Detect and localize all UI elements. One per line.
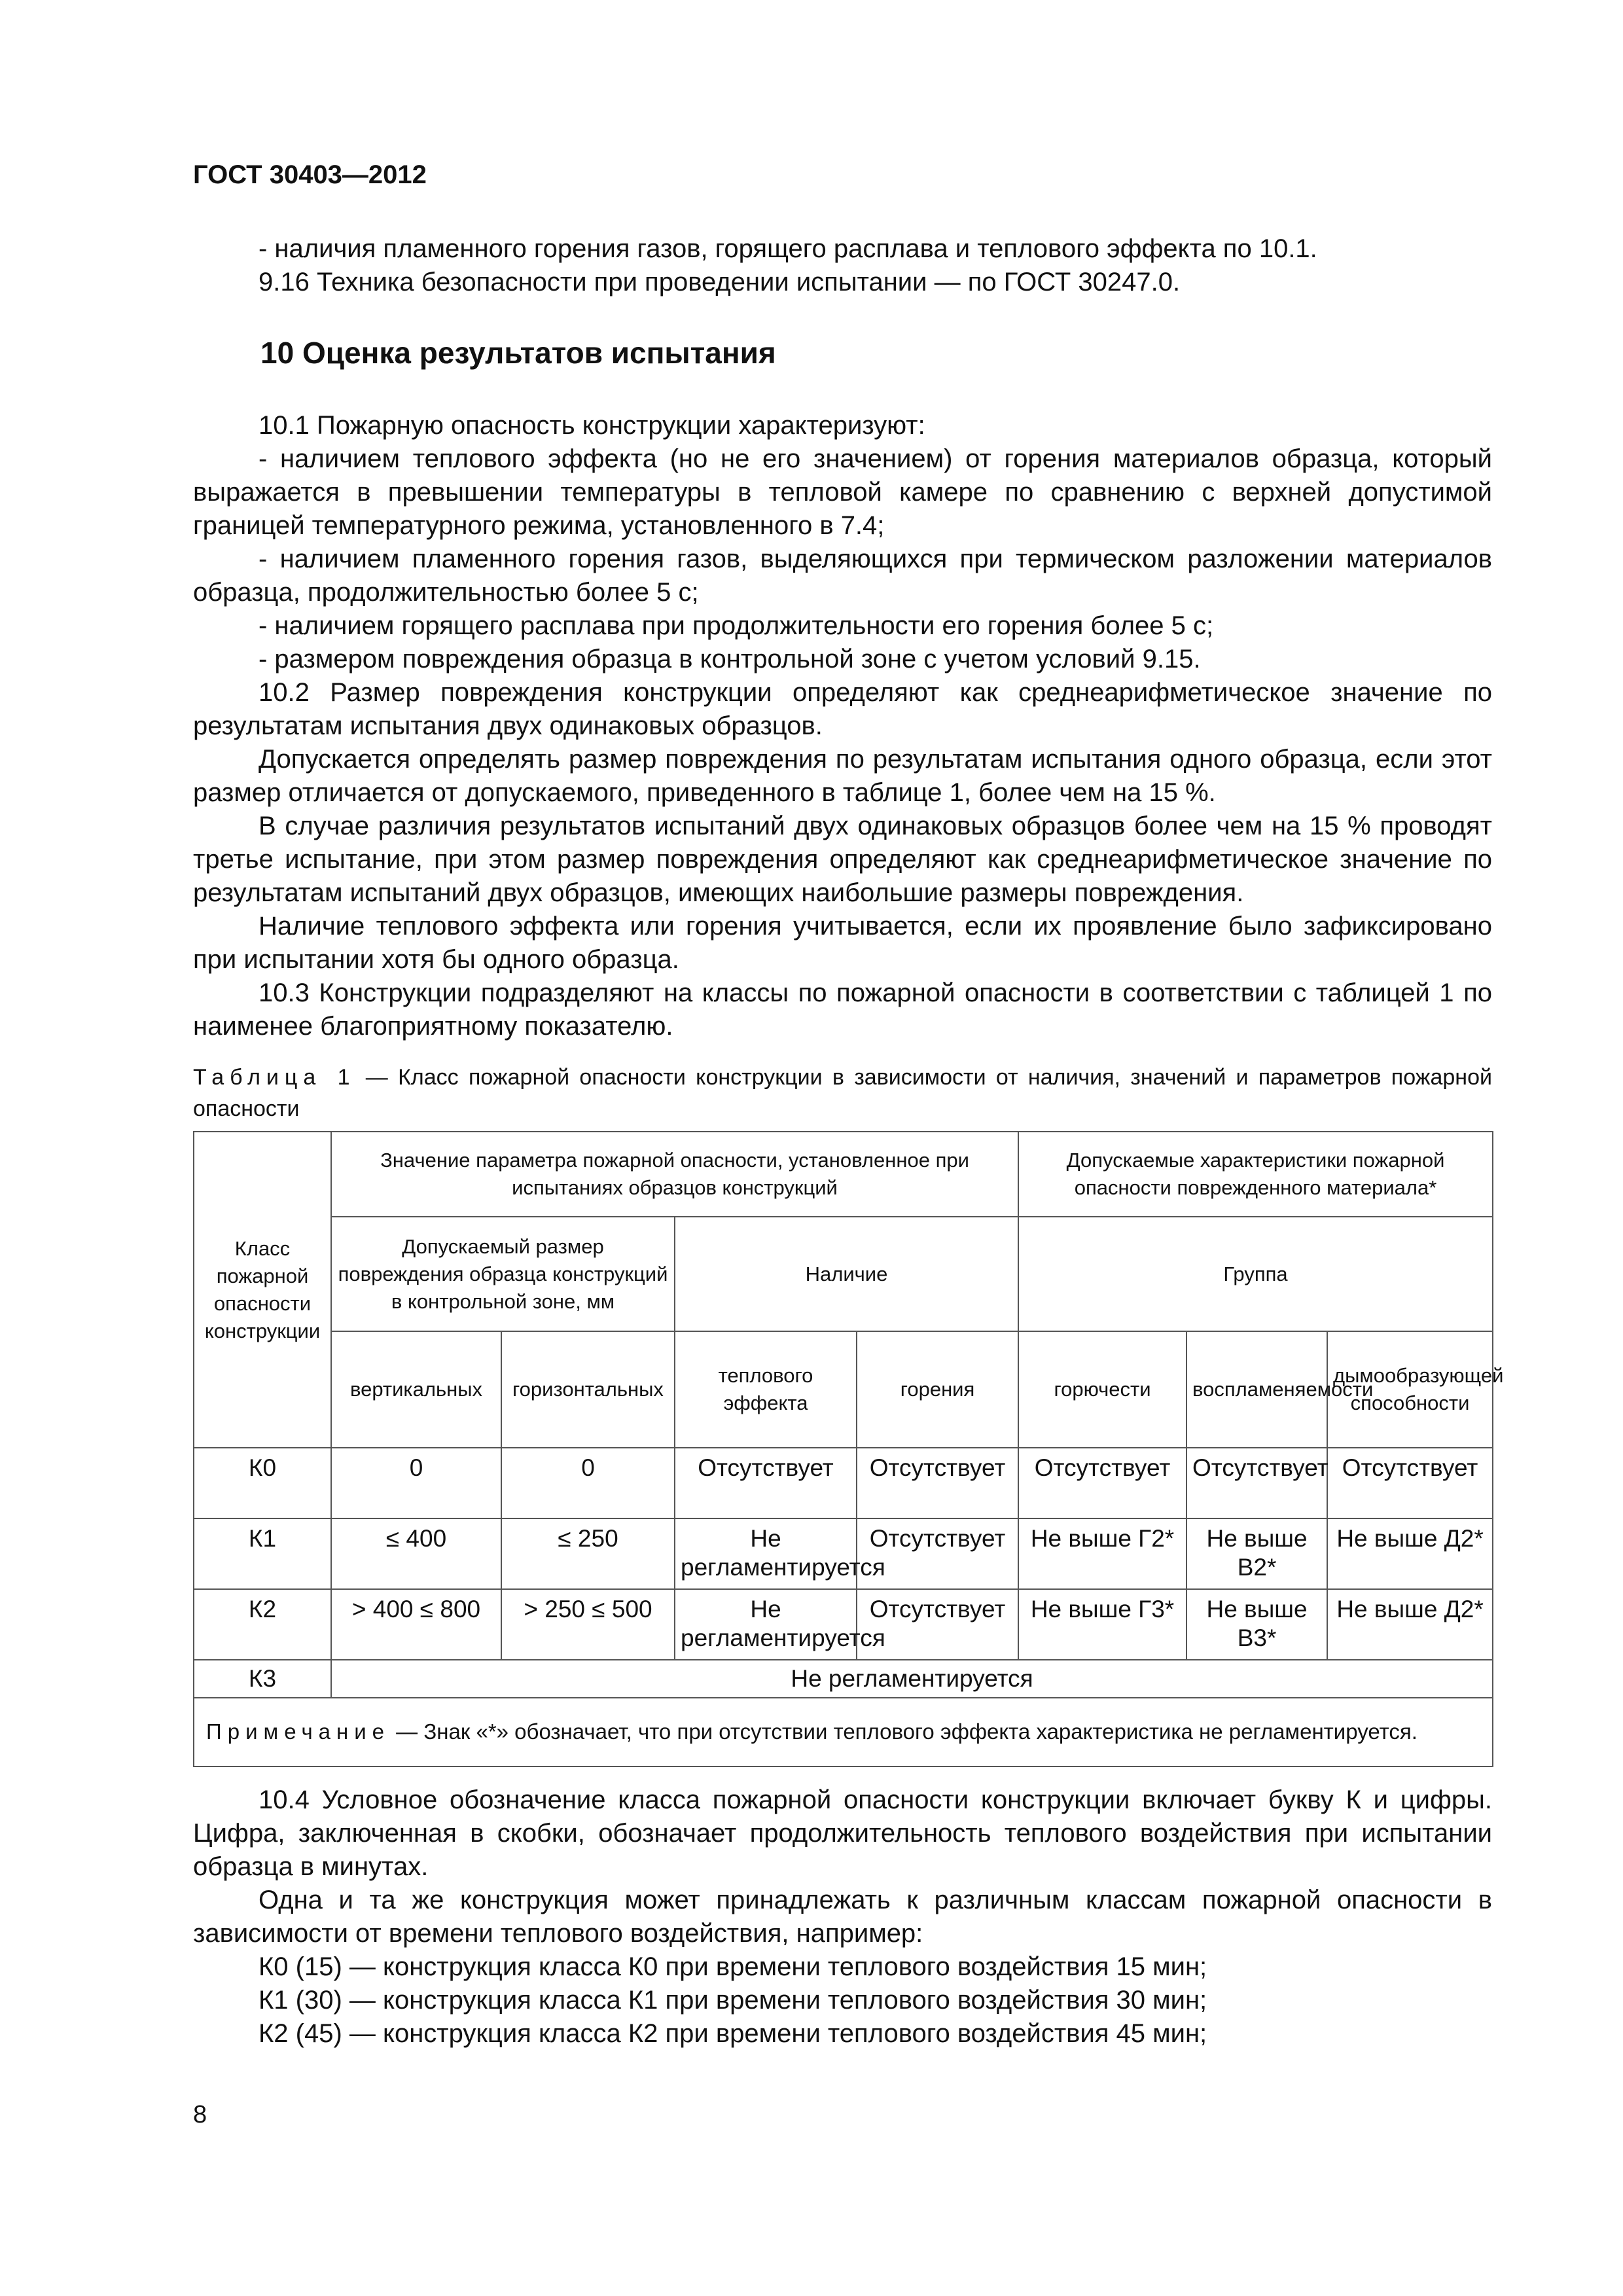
fire-hazard-table [193,1131,1504,1767]
cell-class: К2 [194,1589,331,1660]
paragraph: В случае различия результатов испытаний двух одинаковых образцов более чем на 15 % проводят третье испытание, при этом размер повреждения определяют как среднеарифметическое значение по результатам испытаний двух образцов, имеющих наибольшие размеры повреждения. [193,812,1492,907]
paragraph: 10.3 Конструкции подразделяют на классы по пожарной опасности в соответствии с таблицей 1 по наименее благоприятному показателю. [193,978,1492,1041]
cell-k3-merged: Не регламентируется [331,1660,1493,1698]
header-smoke: дымообразующей способности [1327,1331,1493,1448]
paragraph: 10.1 Пожарную опасность конструкции характеризуют: [259,411,925,440]
section-title: 10 Оценка результатов испытания [260,336,776,370]
header-horizontal: горизонтальных [501,1331,675,1448]
header-thermal-effect: теплового эффекта [675,1331,857,1448]
paragraph: - наличием теплового эффекта (но не его значением) от горения материалов образца, который выражается в превышении температуры в тепловой камере по сравнению с верхней допустимой границей температурного режима, установленного в 7.4; [193,444,1492,540]
cell-smoke: Не выше Д2* [1327,1589,1493,1660]
cell-flammability: Отсутствует [1186,1448,1327,1518]
cell-flammability: Не выше В3* [1186,1589,1327,1660]
header-vertical: вертикальных [331,1331,501,1448]
table-row [194,1518,1493,1589]
paragraph: - размером повреждения образца в контрольной зоне с учетом условий 9.15. [259,645,1201,673]
table-row [194,1660,1493,1698]
header-flammability: воспламеняемости [1186,1331,1327,1448]
section-body [193,409,1492,1043]
intro-text [193,232,1492,299]
header-combustibility: горючести [1018,1331,1186,1448]
paragraph: К0 (15) — конструкция класса К0 при времени теплового воздействия 15 мин; [259,1952,1207,1981]
cell-class: К3 [194,1660,331,1698]
cell-thermal: Отсутствует [675,1448,857,1518]
page-number: 8 [193,2101,207,2128]
paragraph: - наличия пламенного горения газов, горящего расплава и теплового эффекта по 10.1. [259,234,1317,263]
note-text: — Знак «*» обозначает, что при отсутствии теплового эффекта характеристика не регламентируется. [390,1719,1418,1744]
header-group: Группа [1018,1217,1493,1331]
paragraph: Допускается определять размер повреждения по результатам испытания одного образца, если этот размер отличается от допускаемого, приведенного в таблице 1, более чем на 15 %. [193,745,1492,807]
cell-class: К0 [194,1448,331,1518]
cell-combustibility: Не выше Г2* [1018,1518,1186,1589]
cell-burning: Отсутствует [857,1448,1018,1518]
closing-text [193,1784,1492,2051]
cell-class: К1 [194,1518,331,1589]
cell-burning: Отсутствует [857,1518,1018,1589]
cell-smoke: Отсутствует [1327,1448,1493,1518]
header-class: Класс пожарной опасности конструкции [194,1132,331,1448]
header-material-group: Допускаемые характеристики пожарной опасности поврежденного материала* [1018,1132,1493,1217]
cell-smoke: Не выше Д2* [1327,1518,1493,1589]
table-caption-text: — Класс пожарной опасности конструкции в зависимости от наличия, значений и параметров пожарной опасности [193,1065,1492,1121]
cell-burning: Отсутствует [857,1589,1018,1660]
table-caption [193,1062,1492,1124]
cell-horizontal: > 250 ≤ 500 [501,1589,675,1660]
header-presence: Наличие [675,1217,1018,1331]
paragraph: - наличием горящего расплава при продолжительности его горения более 5 с; [259,611,1214,640]
paragraph: 10.2 Размер повреждения конструкции определяют как среднеарифметическое значение по результатам испытания двух одинаковых образцов. [193,678,1492,740]
table-note [194,1698,1493,1767]
paragraph: К1 (30) — конструкция класса К1 при времени теплового воздействия 30 мин; [259,1986,1207,2015]
cell-horizontal: ≤ 250 [501,1518,675,1589]
header-damage-size: Допускаемый размер повреждения образца конструкций в контрольной зоне, мм [331,1217,675,1331]
cell-vertical: > 400 ≤ 800 [331,1589,501,1660]
paragraph: 10.4 Условное обозначение класса пожарной опасности конструкции включает букву К и цифры. Цифра, заключенная в скобки, обозначает продолжительность теплового воздействия при испытании образца в минутах. [193,1785,1492,1881]
cell-thermal: Не регламентируется [675,1518,857,1589]
paragraph: Наличие теплового эффекта или горения учитывается, если их проявление было зафиксировано при испытании хотя бы одного образца. [193,912,1492,974]
paragraph: 9.16 Техника безопасности при проведении испытании — по ГОСТ 30247.0. [259,268,1181,296]
document-header: ГОСТ 30403—2012 [193,160,427,189]
table-row [194,1448,1493,1518]
table-row [194,1589,1493,1660]
table-caption-lead: Таблица 1 [193,1065,356,1090]
cell-combustibility: Не выше Г3* [1018,1589,1186,1660]
note-label: Примечание [206,1719,391,1744]
paragraph: - наличием пламенного горения газов, выделяющихся при термическом разложении материалов образца, продолжительностью более 5 с; [193,545,1492,607]
cell-combustibility: Отсутствует [1018,1448,1186,1518]
header-param-group: Значение параметра пожарной опасности, установленное при испытаниях образцов конструкций [331,1132,1018,1217]
cell-flammability: Не выше В2* [1186,1518,1327,1589]
paragraph: К2 (45) — конструкция класса К2 при времени теплового воздействия 45 мин; [259,2019,1207,2048]
cell-thermal: Не регламентируется [675,1589,857,1660]
cell-vertical: ≤ 400 [331,1518,501,1589]
header-burning: горения [857,1331,1018,1448]
paragraph: Одна и та же конструкция может принадлежать к различным классам пожарной опасности в зависимости от времени теплового воздействия, например: [193,1886,1492,1948]
cell-vertical: 0 [331,1448,501,1518]
cell-horizontal: 0 [501,1448,675,1518]
